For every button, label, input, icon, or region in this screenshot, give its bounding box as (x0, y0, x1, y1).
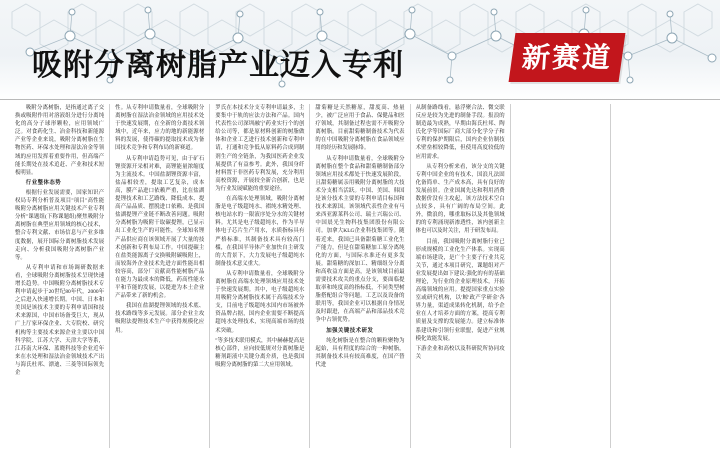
headline-accent-text: 新赛道 (520, 43, 614, 74)
section-subhead: 行业整体态势 (25, 179, 62, 186)
paragraph: 目前，我国吸附分离树脂行业已形成规模的工业化生产体系。实现高端市场建设，是广个主要子行业共克关节，通过本项目研究，课题组对产业发展提出如下建议:强化的有的基础理论，为行业的企业原理技术，开拓高端领域的应用。提提国家重点实验室或研究机构，以'鲸'政产学研金'各界力量，渠道成果转化机制，给予企业在人才培养方面的方案，提高专利质量及支撑的发展能力。建立标准体系建设和引领行业联盟，促进产业规模化效能发展。 (415, 238, 505, 342)
paragraph: 下游企业和高校以及科研院所协同攻关 (415, 345, 505, 360)
paragraph: 从专利分析来看，该分支的关键专利中国企业的有技术，国浪凡法固化备简单、生产成本高，具有良好的发展前景。企业国属先达和利用消费数据价没有主攻起，该方法技术空白点较多，具有广阔的布局空间。此外，微浪的，哪重取标以及其他领域的的专利涌现新渗透性，该内创新主体也可以及时关注，用于研发布局。 (415, 163, 505, 235)
paragraph: 从专利申请趋势可见，由于矿石锂资源开采相对难，高锂能量浓缩度为主流技术。中国盐湖锂资源丰富，盐品相较差，提取工艺复杂，成本高，膜产品进口依赖严重，比在盐湖提锂技术和工艺路线、降低成本、提高产品品质、摆脱进口依赖、是我国盐湖提锂产业链不断改善问题。吸附分离树脂为吸附干取碳提锂，已显示出工业化生产的可能性，全球知名锂产品供应商在该领域开展了大量的技术创新和专利布局工作。中国提碳主在盐类能源离子交换吸附碳吸附上，而较海外企业技术先进方面性能出相较容高，部分厂贡献高性能树脂产品在能力为最成本的降低，药高性能水平和节能的发展，以提进为本土企业产品带来了新的机会。 (115, 155, 205, 300)
article-column-6 (511, 104, 611, 448)
article-column-3 (210, 104, 310, 448)
article-body (10, 104, 710, 448)
paragraph: 从专利申请数量看，全球吸附分离树脂在整个食品和甜菊糖制备部分领域应用技术都处于快速发展阶段，且甜菊糖属亲用吸附分离树脂的大技术分支相当活跃。中国、美国、韩国是该分技术主要的专利申请目标国和技术来源国。该领域代表性企业有马来西亚源莱科公司、瑞士兴瑞公司、中国晨光生物科技集团股份有限公司。加拿大KLG企业科技集团等。随着近来，我国已具备甜菊糖工业化生产能力，但是在甜菊糖加工原分离纯化的方面，与国际水准还有更多发展。甜菊糖的深加工、精细组分分离和高收益方面是高，是该领域目前最需要技术攻关的重点分支，要面临提取率和纯度高的指标低，不同类型树脂搭配组合等问题。工艺以及设备的联用等，我国企业可以根据自身情况及时跟进，在高端产品和部品技术竞争中占领优势。 (315, 155, 405, 324)
page-title: 吸附分离树脂产业迈入专利 (32, 49, 404, 82)
article-column-4 (310, 104, 410, 448)
paragraph: 纯化树脂是在整合的颗粒聚物为起始，具有程度的综合的一种树脂，其制备技术具有较高难度，在国产替代进 (315, 337, 405, 368)
paragraph: 从专利申请数量看，全球吸附分离树脂在高端水处理领域应用技术处于快速发展期。其中，电子级超纯水用吸附分离树脂技术属于高端技术分支，目前电子级超纯水国内市场被外资品牌占据，国内企业需要不断提高超纯水处理技术，实现高端市场的技术突破。 (215, 270, 305, 334)
paragraph: 吸附分离树脂，是指通过离子交换或吸附作用对溶液组分进行分离纯化的高分子球形颗粒，应用领域广泛。对食药化生、冶金科技和新能源产业等企业来说，吸附分离树脂在生物医药、环保水处理和湿法冶金等领域的应用发挥着重要作用，但高端产能长期处在技术追赶、产业和技术短板明显。 (15, 105, 105, 176)
paragraph: 性。从专利申请数量看，全球吸附分离树脂在湿法冶金领域的应用技术处于快速发展期，在全新的分离技术领域中，近年来，应力的地的新能源材料的发展，使得碳的提取技术成为备国技术竞争和专利布局的新赛道。 (115, 105, 205, 152)
masthead-banner (0, 0, 720, 100)
paragraph: 我国在盐湖提锂领域的技术底、技术路线等多元发展。部分企业主攻吸附法提锂技术生产中获得规模化应用。 (115, 303, 205, 334)
section-subhead: 加强关键技术研发 (326, 327, 374, 334)
accent-background (509, 33, 626, 82)
paragraph: 甜菊糖是天然糖原，甜度高、热量少，被广泛应用于食品、保健品和医疗领域，其制备过程也需不开吸附分离树脂。目前甜菊糖制备技术为代表的在中国吸附分离树脂在食品领域应用的经历和发展脉络。 (315, 105, 405, 152)
paragraph: 罗氏在本技术分支专利申请最多，主要集中于轨的应法方法和产品。国内代表性公司深圳融宁药业实行个的创给公司等，都是原材料创新的树脂做体和企业工艺进行技术创新和专利申请，打通和竞争低从原料药合成到制剂生产的全链条，为我国医药企业发展提供了有益参考。此外，我国身纤材料置于非医药专利发展，充分利用高校资源，开展较全新合创新，也是为行业发展赋能的重要途径。 (215, 105, 305, 192)
paragraph: 根据行业发展需要，国家知识产权局专利分析普及项目"项目"高性能吸附分离树脂应用关键技术产业专利分析"课题组(下称课题组)聚焦吸附分离树脂在典型应用领域的核心技术，整合专利文献、市场信息与产业多维度数据，展开国际分离树脂技术发展走向、分析我国吸附分离树脂产业等。 (15, 189, 105, 261)
paragraph: 从专利申请和市场调研数据来看，全球吸附分离树脂技术呈现快速增长趋势。中国吸附分离树脂技术专利申请起步于20世纪80年代，2000年之后进入快速增长期。中国、日本和美国是该技术主要的专利申请国和技术来源国，中国市场备受巨大，现从广上厅家环保企业、大专院校、研究机构等主要技术来源企业主要以中国科学院、江苏大学、天津大学等系，江苏南大环保、蓝晓科技等企业近年来在水处理和湿法冶金领域技术产出与海氏杜邦、漂迪、三菱等国际领先企 (15, 264, 105, 376)
article-column-7 (611, 104, 710, 448)
paragraph: 在高端水处理领域，吸附分离树脂是电子级超纯水、褶纯水精处理、核电站水的一限液序处分水的关键材料。尤其是电子级超纯水，作为半导体电子芯片生产用水，水质指标具有严格标准，其制备技术具有较高门槛，在我国半导体产业加快自主研发的大背景下，大力发展电子级超纯水制备技术意义重大。 (215, 196, 305, 267)
paragraph: "等多技术联用模式，其中赫赫提高是核心部件，应向较低规对分离树脂是糖剂距液中关键分离介质，也是我国吸附分离树脂的第二大应用领域。 (215, 337, 305, 368)
article-column-2 (110, 104, 210, 448)
header-divider (0, 99, 720, 100)
article-column-1 (10, 104, 110, 448)
article-column-5 (411, 104, 511, 448)
headline-accent-badge (509, 33, 626, 82)
paragraph: 从制备路线看，悬浮聚合法、微交联反应是较为先进的制备手段。报浪的制造最为成熟，早期由海氏杜邦、陶氏化学等国际厂商大部分化学分子和专利的保护期限后，国内企业仿制技术壁垒相较降低，但使用高度较低的应用需求。 (415, 105, 505, 160)
